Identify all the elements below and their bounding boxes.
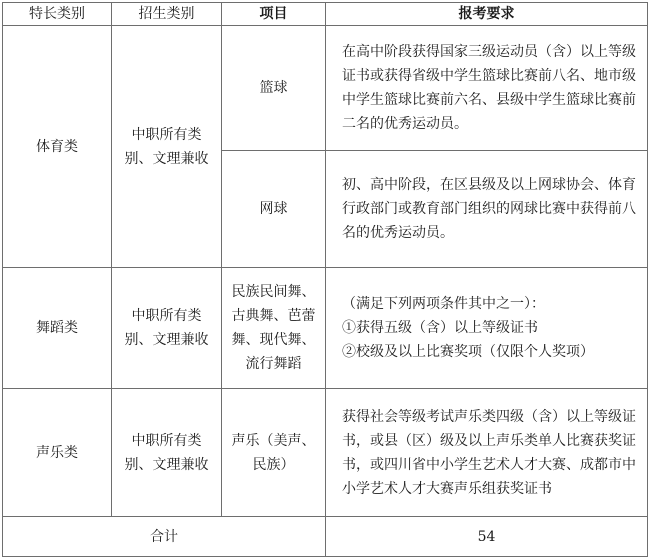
item-cell: 声乐（美声、 民族）	[222, 389, 326, 517]
specialty-cell: 声乐类	[3, 389, 112, 517]
header-requirement: 报考要求	[326, 3, 648, 26]
enroll-cell: 中职所有类 别、文理兼收	[112, 26, 222, 268]
enroll-cell: 中职所有类 别、文理兼收	[112, 389, 222, 517]
item-cell: 网球	[222, 151, 326, 268]
enroll-cell: 中职所有类 别、文理兼收	[112, 268, 222, 389]
item-cell: 民族民间舞、 古典舞、芭蕾 舞、现代舞、 流行舞蹈	[222, 268, 326, 389]
header-specialty: 特长类别	[3, 3, 112, 26]
header-item: 项目	[222, 3, 326, 26]
requirement-cell: 初、高中阶段，在区县级及以上网球协会、体育行政部门或教育部门组织的网球比赛中获得前八名的优秀运动员。	[326, 151, 648, 268]
specialty-cell: 舞蹈类	[3, 268, 112, 389]
specialty-cell: 体育类	[3, 26, 112, 268]
requirement-cell: （满足下列两项条件其中之一）： ①获得五级（含）以上等级证书 ②校级及以上比赛奖项（仅限个人奖项）	[326, 268, 648, 389]
total-value: 54	[326, 517, 648, 557]
table-row	[3, 389, 648, 517]
requirement-cell: 在高中阶段获得国家三级运动员（含）以上等级证书或获得省级中学生篮球比赛前八名、地市级中学生篮球比赛前六名、县级中学生篮球比赛前二名的优秀运动员。	[326, 26, 648, 151]
item-cell: 篮球	[222, 26, 326, 151]
table-row	[3, 268, 648, 389]
total-label: 合计	[3, 517, 326, 557]
header-row	[3, 3, 648, 26]
header-enroll: 招生类别	[112, 3, 222, 26]
requirement-cell: 获得社会等级考试声乐类四级（含）以上等级证书，或县（区）级及以上声乐类单人比赛获奖证书，或四川省中小学生艺术人才大赛、成都市中小学艺术人才大赛声乐组获奖证书	[326, 389, 648, 517]
admission-requirements-table	[2, 2, 648, 557]
total-row	[3, 517, 648, 557]
table-row	[3, 26, 648, 151]
